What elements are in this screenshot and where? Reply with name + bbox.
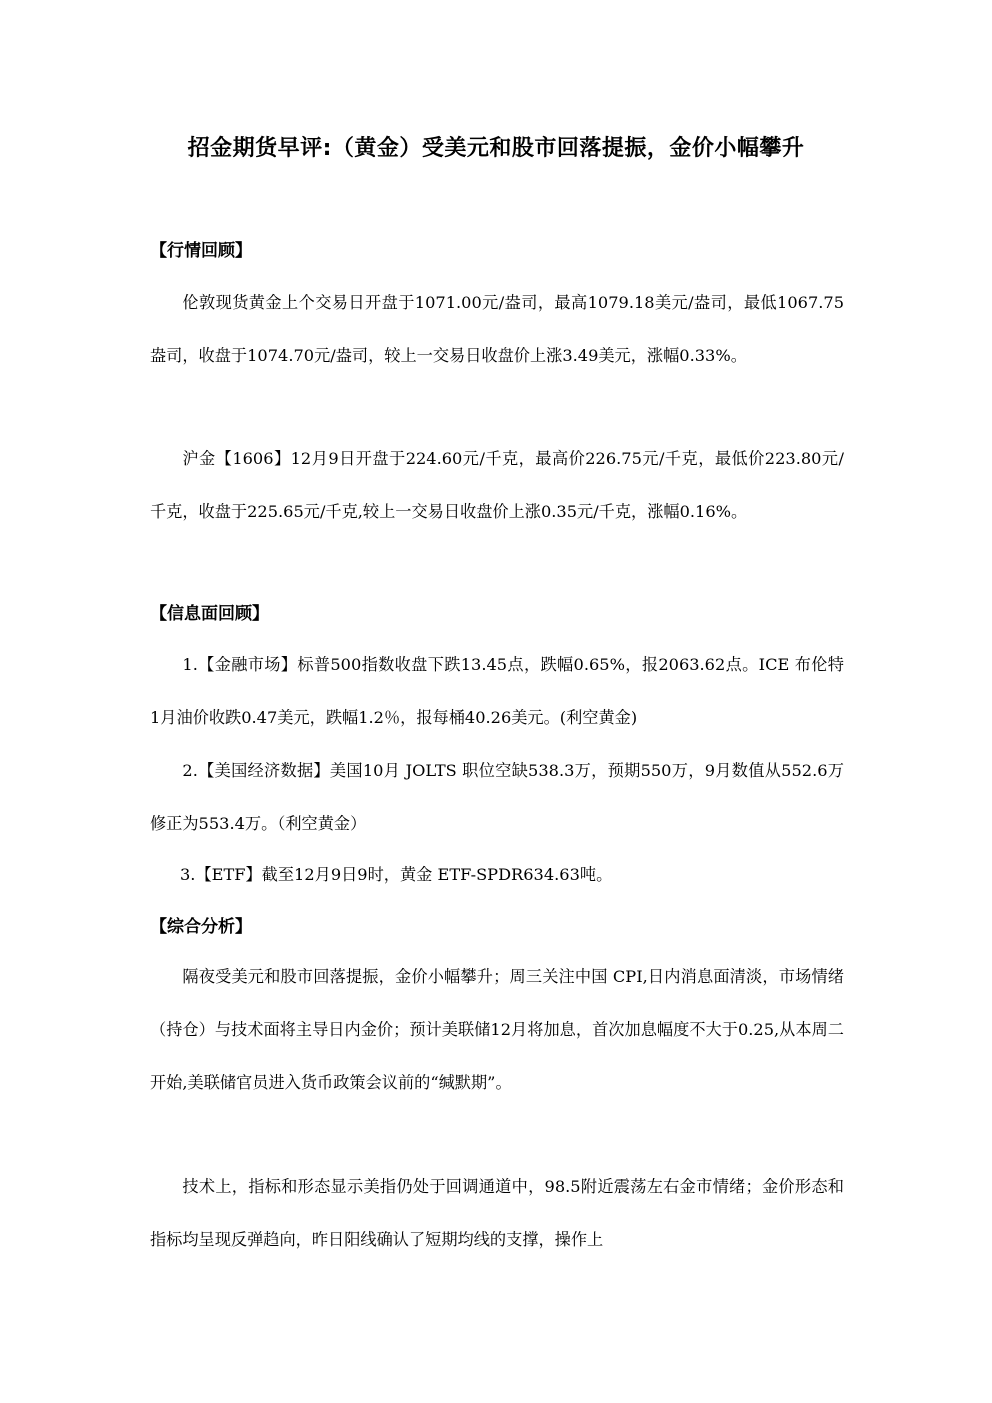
section-heading-analysis: 【综合分析】 xyxy=(150,917,252,937)
news-item-us-economic-data: 2.【美国经济数据】美国10月 JOLTS 职位空缺538.3万，预期550万，9月数值从552.6万修正为553.4万。（利空黄金） xyxy=(150,761,844,833)
paragraph-overnight-analysis: 隔夜受美元和股市回落提振，金价小幅攀升；周三关注中国 CPI,日内消息面清淡，市场情绪（持仓）与技术面将主导日内金价；预计美联储12月将加息，首次加息幅度不大于0.25,从本周二开始,美联储官员进入货币政策会议前的“缄默期”。 xyxy=(150,967,844,1092)
section-heading-news-review: 【信息面回顾】 xyxy=(150,604,269,624)
paragraph-london-gold: 伦敦现货黄金上个交易日开盘于1071.00元/盎司，最高1079.18美元/盎司，最低1067.75盎司，收盘于1074.70元/盎司，较上一交易日收盘价上涨3.49美元，涨幅0.33%。 xyxy=(150,293,844,365)
paragraph-technical-analysis: 技术上，指标和形态显示美指仍处于回调通道中，98.5附近震荡左右金市情绪；金价形态和指标均呈现反弹趋向，昨日阳线确认了短期均线的支撑，操作上 xyxy=(150,1177,844,1249)
news-item-etf: 3.【ETF】截至12月9日9时，黄金 ETF-SPDR634.63吨。 xyxy=(180,865,613,884)
section-heading-market-review: 【行情回顾】 xyxy=(150,241,252,261)
paragraph-shanghai-gold: 沪金【1606】12月9日开盘于224.60元/千克，最高价226.75元/千克，最低价223.80元/千克，收盘于225.65元/千克,较上一交易日收盘价上涨0.35元/千克，涨幅0.16%。 xyxy=(150,449,844,521)
page-title: 招金期货早评:（黄金）受美元和股市回落提振，金价小幅攀升 xyxy=(187,136,805,161)
news-item-financial-market: 1.【金融市场】标普500指数收盘下跌13.45点，跌幅0.65%，报2063.62点。ICE 布伦特1月油价收跌0.47美元，跌幅1.2％，报每桶40.26美元。(利空黄金) xyxy=(150,655,844,727)
